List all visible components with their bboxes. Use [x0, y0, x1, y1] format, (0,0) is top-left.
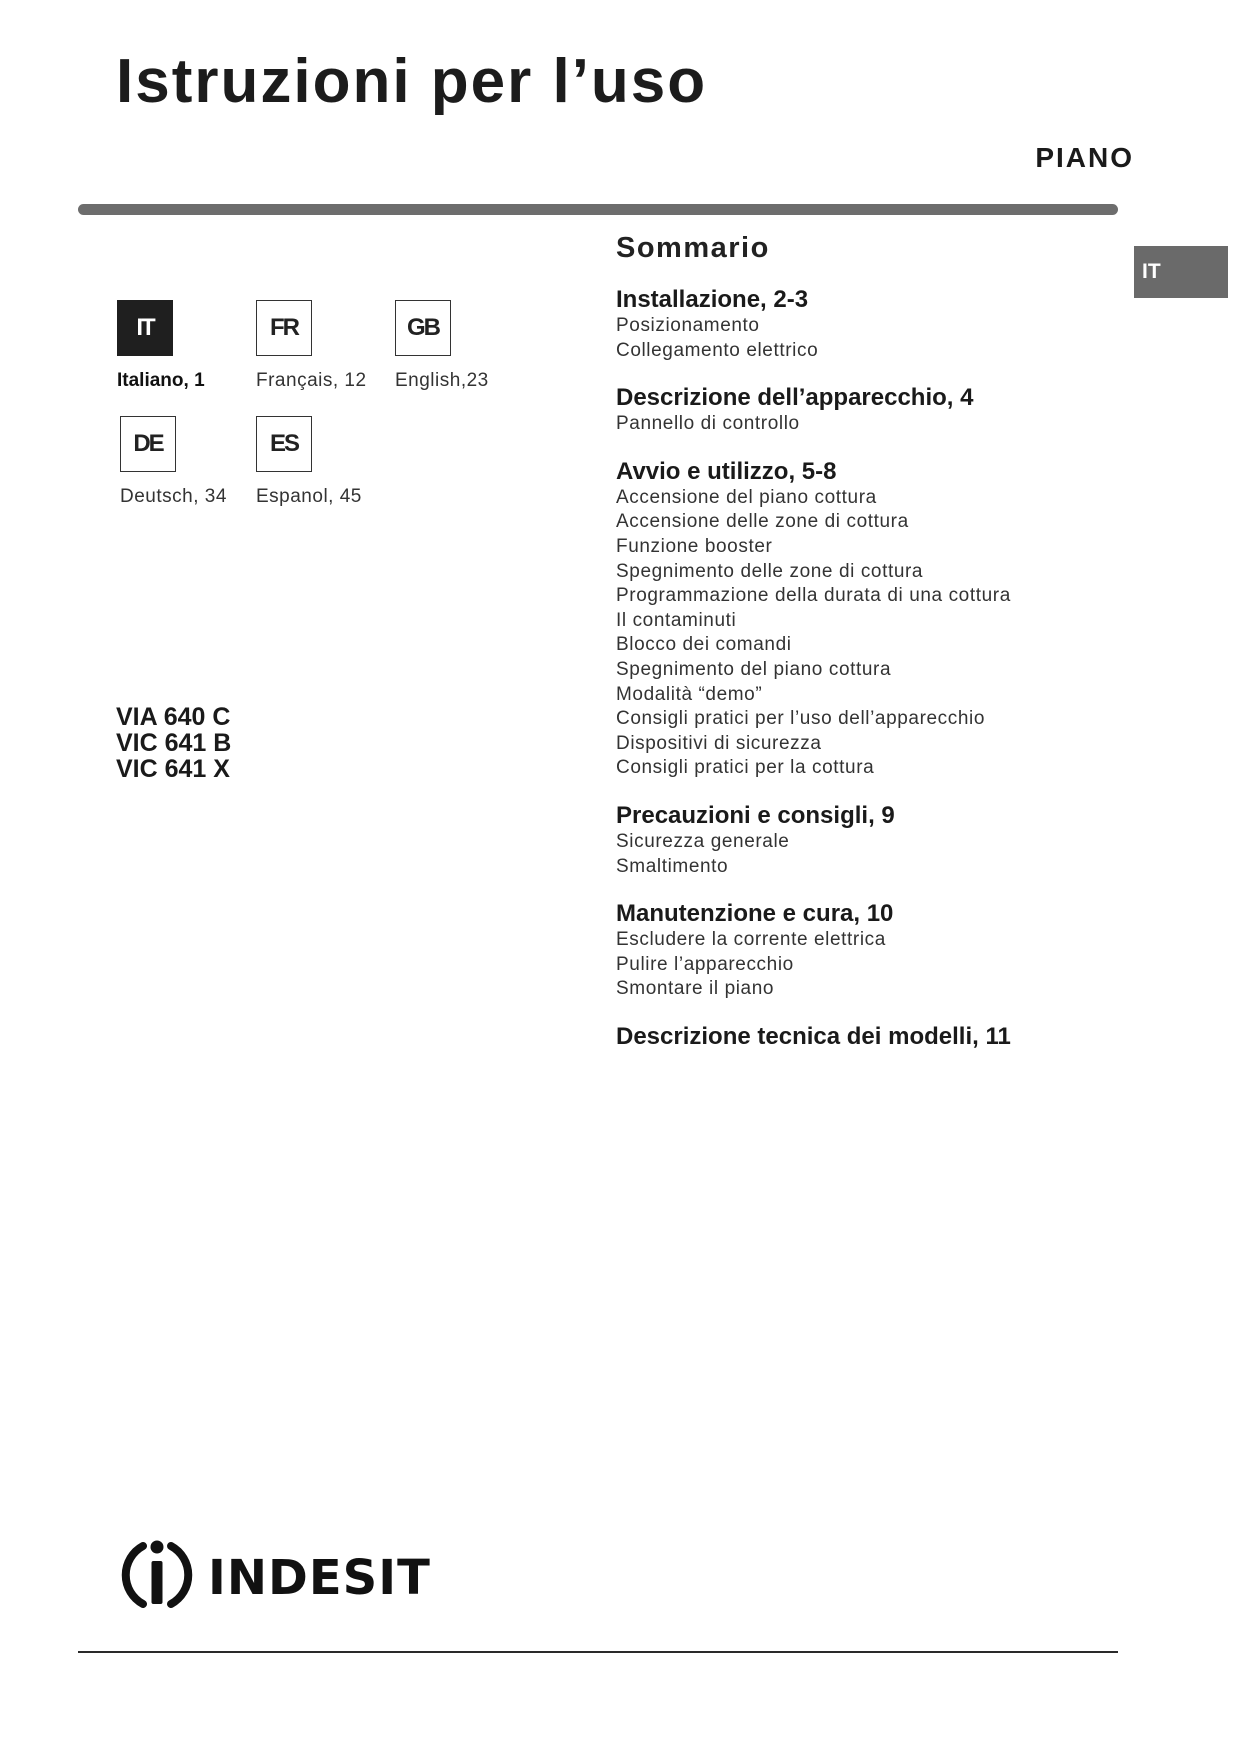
- model-name: VIA 640 C: [116, 703, 231, 731]
- model-list: [116, 704, 231, 782]
- table-of-contents: [616, 232, 1136, 1072]
- toc-item[interactable]: Posizionamento: [616, 315, 760, 336]
- toc-item[interactable]: Smontare il piano: [616, 978, 775, 1000]
- language-box-fr[interactable]: FR: [256, 300, 312, 356]
- model-name: VIC 641 B: [116, 729, 232, 757]
- toc-item[interactable]: Spegnimento delle zone di cottura: [616, 560, 924, 582]
- toc-section: [616, 802, 1136, 879]
- bottom-divider: [78, 1651, 1118, 1653]
- language-label-gb: English,23: [395, 370, 489, 391]
- language-box-it[interactable]: IT: [117, 300, 173, 356]
- model-name: VIC 641 X: [116, 755, 230, 783]
- toc-heading[interactable]: Descrizione tecnica dei modelli, 11: [616, 1022, 1011, 1050]
- language-side-tab: IT: [1134, 246, 1228, 298]
- document-title: Istruzioni per l’uso: [116, 47, 708, 116]
- language-box-es[interactable]: ES: [256, 416, 312, 472]
- toc-item[interactable]: Il contaminuti: [616, 609, 737, 631]
- toc-item[interactable]: Accensione delle zone di cottura: [616, 511, 909, 533]
- language-label-es: Espanol, 45: [256, 486, 362, 507]
- toc-heading[interactable]: Avvio e utilizzo, 5-8: [616, 457, 837, 485]
- language-box-de[interactable]: DE: [120, 416, 176, 472]
- toc-section: [616, 384, 1136, 437]
- toc-item[interactable]: Programmazione della durata di una cottura: [616, 585, 1011, 607]
- indesit-logo-icon: [116, 1534, 198, 1621]
- toc-item[interactable]: Collegamento elettrico: [616, 339, 819, 361]
- toc-item[interactable]: Modalità “demo”: [616, 683, 763, 705]
- toc-item[interactable]: Sicurezza generale: [616, 830, 790, 852]
- toc-item[interactable]: Smaltimento: [616, 855, 729, 877]
- toc-item[interactable]: Pannello di controllo: [616, 413, 800, 435]
- top-divider: [78, 204, 1118, 215]
- toc-item[interactable]: Consigli pratici per la cottura: [616, 757, 875, 779]
- brand-name: INDESIT: [208, 1549, 431, 1606]
- toc-item[interactable]: Funzione booster: [616, 535, 773, 557]
- language-label-de: Deutsch, 34: [120, 486, 227, 507]
- language-label-fr: Français, 12: [256, 370, 367, 391]
- toc-item[interactable]: Blocco dei comandi: [616, 634, 792, 656]
- toc-item[interactable]: Accensione del piano cottura: [616, 486, 877, 508]
- toc-item[interactable]: Consigli pratici per l’uso dell’apparecchio: [616, 708, 986, 730]
- toc-heading[interactable]: Installazione, 2-3: [616, 286, 809, 313]
- toc-item[interactable]: Pulire l’apparecchio: [616, 953, 794, 975]
- toc-item[interactable]: Spegnimento del piano cottura: [616, 658, 892, 680]
- toc-title: Sommario: [616, 232, 770, 264]
- toc-section: [616, 900, 1136, 1002]
- language-box-gb[interactable]: GB: [395, 300, 451, 356]
- toc-section: [616, 1023, 1136, 1051]
- toc-heading[interactable]: Manutenzione e cura, 10: [616, 900, 894, 928]
- toc-heading[interactable]: Precauzioni e consigli, 9: [616, 801, 895, 829]
- toc-item[interactable]: Escludere la corrente elettrica: [616, 929, 886, 951]
- toc-section: [616, 286, 1136, 363]
- brand-logo: [116, 1534, 431, 1621]
- toc-item[interactable]: Dispositivi di sicurezza: [616, 732, 822, 754]
- language-label-it: Italiano, 1: [117, 370, 205, 391]
- product-category: PIANO: [1035, 142, 1134, 173]
- toc-section: [616, 458, 1136, 781]
- toc-heading[interactable]: Descrizione dell’apparecchio, 4: [616, 384, 974, 412]
